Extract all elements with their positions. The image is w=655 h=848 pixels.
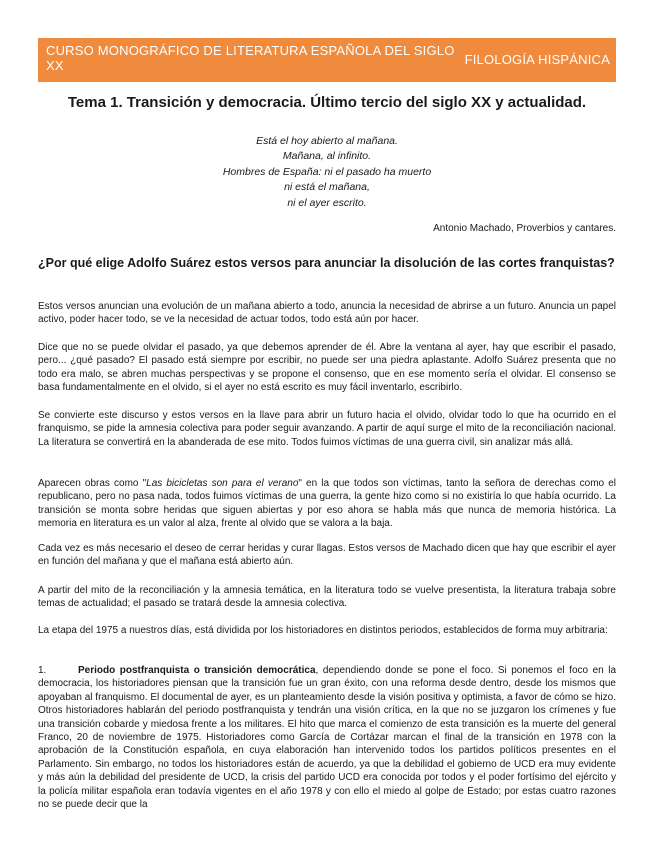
paragraph-7: La etapa del 1975 a nuestros días, está dividida por los historiadores en distintos periodos, establecidos de forma muy arbitraria:: [38, 625, 608, 636]
poem-line: ni el ayer escrito.: [287, 196, 367, 209]
list-item: [38, 664, 616, 811]
section-heading: ¿Por qué elige Adolfo Suárez estos versos para anunciar la disolución de las cortes franquistas?: [38, 256, 615, 270]
list-item-text: , dependiendo donde se pone el foco. Si ponemos el foco en la democracia, los historiadores piensan que la transición fue un gran éxito, con una reforma desde dentro, desde los mismos que apoyaban al franquismo. El documental de ayer, es un planteamiento desde la visión positiva y optimista, a favor de cómo se hizo. Otros historiadores hablarán del periodo postfranquista y tendrán una visión crítica, en la que no se juzgaron los crímenes y fue una transición cobarde y miedosa frente a los militares. El hito que marca el comienzo de esta transición es la muerte del general Franco, 20 de noviembre de 1975. Historiadores como García de Cortázar marcan el final de la transición en 1978 con la aprobación de la Constitución española, en cuya elaboración han intervenido todos los partidos políticos presentes en el Parlamento. Sin embargo, no todos los historiadores están de acuerdo, ya que la debilidad el gobierno de UCD era muy evidente y más aún la debilidad del presidente de UCD, la crisis del partido UCD era conocida por todos y el poder fortísimo del ejército y la policía militar española eran todavía vigentes en el año 1978 y con ello el miedo al golpe de Estado; por estas cuatro razones no se puede decir que la: [38, 665, 617, 811]
paragraph-5: Cada vez es más necesario el deseo de cerrar heridas y curar llagas. Estos versos de Machado dicen que hay que escribir el ayer en función del mañana y que el mañana está abierto aún.: [38, 543, 616, 568]
list-item-number: 1.: [38, 665, 47, 676]
course-header-bar: [38, 38, 616, 82]
poem-line: Está el hoy abierto al mañana.: [256, 135, 398, 147]
paragraph-4-end: " en la que todos son víctimas, tanto la señora de derechas como el republicano, pero no pasa nada, todos fuimos víctimas de una guerra, la gente hizo como si no existiría lo que había ocurrido. La transición se monta sobre heridas que siguen abiertas y por eso ahora se habla más que nunca de memoria histórica. La memoria en literatura es un valor al alza, frente al olvido que se valora a la baja.: [38, 478, 617, 530]
paragraph-4: [38, 477, 616, 531]
page-title: Tema 1. Transición y democracia. Último tercio del siglo XX y actualidad.: [67, 94, 587, 111]
poem-line: ni está el mañana,: [284, 181, 370, 194]
paragraph-2: Dice que no se puede olvidar el pasado, ya que debemos aprender de él. Abre la ventana al ayer, hay que escribir el pasado, pero... ¿qué pasado? El pasado está siempre por escribir, no puede ser una piedra aplastante. Adolfo Suárez presenta que no todo era malo, se abren muchas perspectivas y se propone el consenso, que en ese momento sería el olvidar. El consenso se basa fundamentalmente en el olvido, si el ayer no está escrito es muy fácil inventarlo, escribirlo.: [38, 342, 616, 394]
paragraph-1: Estos versos anuncian una evolución de un mañana abierto a todo, anuncia la necesidad de abrirse a un futuro. Anuncia un papel activo, poder hacer todo, se ve la necesidad de actuar todos, todo está aún por hacer.: [38, 301, 616, 326]
course-title: CURSO MONOGRÁFICO DE LITERATURA ESPAÑOLA DEL SIGLO XX: [46, 43, 455, 73]
department-label: FILOLOGÍA HISPÁNICA: [464, 52, 610, 67]
poem-line: Mañana, al infinito.: [282, 150, 372, 163]
paragraph-3: Se convierte este discurso y estos versos en la llave para abrir un futuro hacia el olvido, olvidar todo lo que ha ocurrido en el franquismo, se pide la amnesia colectiva para poder seguir avanzando. A partir de aquí surge el mito de la reconciliación nacional. La literatura se convertirá en la abanderada de ese mito. Todos fuimos víctimas de una guerra civil, sin analizar más allá.: [38, 410, 616, 448]
paragraph-4-start: Aparecen obras como ": [38, 478, 147, 489]
list-item-label: Periodo postfranquista o transición democrática: [78, 665, 316, 676]
poem-line: Hombres de España: ni el pasado ha muerto: [222, 165, 432, 178]
book-title: Las bicicletas son para el verano: [146, 478, 299, 489]
epigraph-poem: [38, 134, 616, 211]
paragraph-6: A partir del mito de la reconciliación y la amnesia temática, en la literatura todo se vuelve presentista, la literatura trabaja sobre temas de actualidad; el pasado se tratará desde la amnesia colectiva.: [38, 585, 616, 610]
poem-attribution: Antonio Machado, Proverbios y cantares.: [433, 223, 616, 234]
